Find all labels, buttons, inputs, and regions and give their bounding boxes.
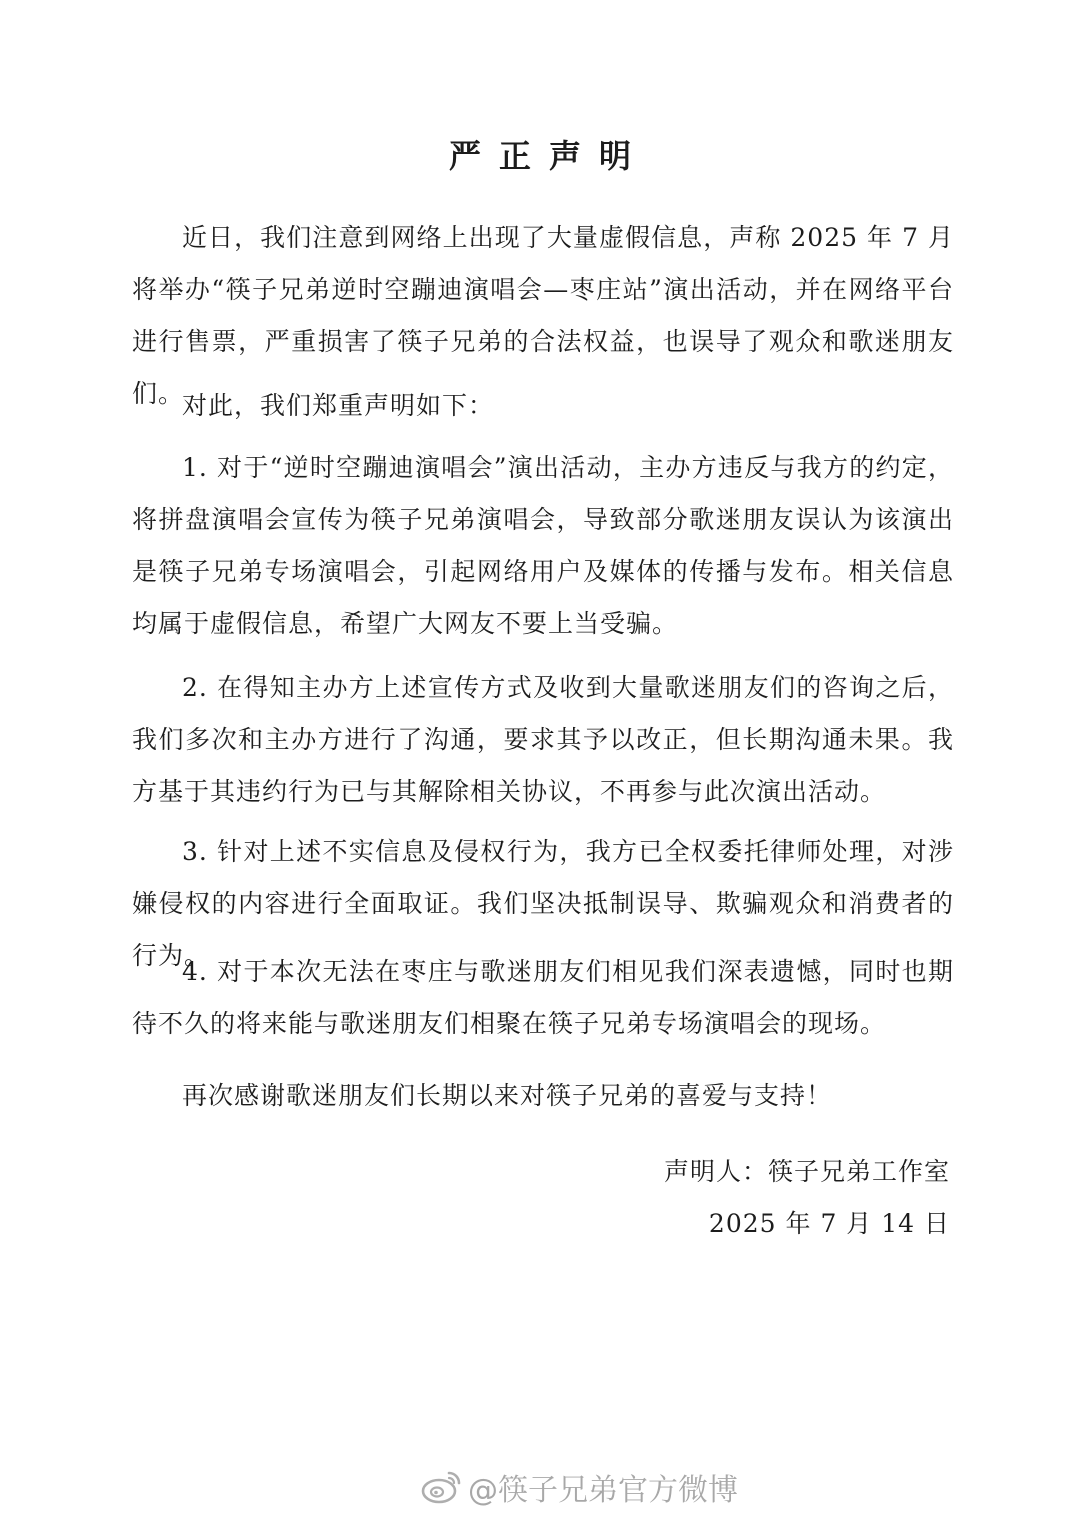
statement-item-2: 2. 在得知主办方上述宣传方式及收到大量歌迷朋友们的咨询之后，我们多次和主办方进行了沟通，要求其予以改正，但长期沟通未果。我方基于其违约行为已与其解除相关协议，不再参与此次演出活动。 <box>132 673 954 806</box>
signatory: 声明人：筷子兄弟工作室 <box>663 1157 950 1186</box>
statement-title: 严正声明 <box>448 137 649 175</box>
watermark-text: @筷子兄弟官方微博 <box>468 1473 738 1508</box>
lead-paragraph: 对此，我们郑重声明如下： <box>182 391 495 420</box>
weibo-logo-icon <box>420 1469 462 1505</box>
statement-item-4: 4. 对于本次无法在枣庄与歌迷朋友们相见我们深表遗憾，同时也期待不久的将来能与歌迷朋友们相聚在筷子兄弟专场演唱会的现场。 <box>132 957 954 1038</box>
intro-paragraph: 近日，我们注意到网络上出现了大量虚假信息，声称 2025 年 7 月将举办“筷子兄弟逆时空蹦迪演唱会—枣庄站”演出活动，并在网络平台进行售票，严重损害了筷子兄弟的合法权益，也误导了观众和歌迷朋友们。 <box>132 223 954 408</box>
thanks-paragraph: 再次感谢歌迷朋友们长期以来对筷子兄弟的喜爱与支持！ <box>182 1081 833 1110</box>
statement-item-1: 1. 对于“逆时空蹦迪演唱会”演出活动，主办方违反与我方的约定，将拼盘演唱会宣传为筷子兄弟演唱会，导致部分歌迷朋友误认为该演出是筷子兄弟专场演唱会，引起网络用户及媒体的传播与发布。相关信息均属于虚假信息，希望广大网友不要上当受骗。 <box>132 453 954 638</box>
statement-date: 2025 年 7 月 14 日 <box>708 1209 950 1238</box>
statement-item-3: 3. 针对上述不实信息及侵权行为，我方已全权委托律师处理，对涉嫌侵权的内容进行全面取证。我们坚决抵制误导、欺骗观众和消费者的行为。 <box>132 837 954 970</box>
weibo-watermark <box>420 1465 738 1509</box>
